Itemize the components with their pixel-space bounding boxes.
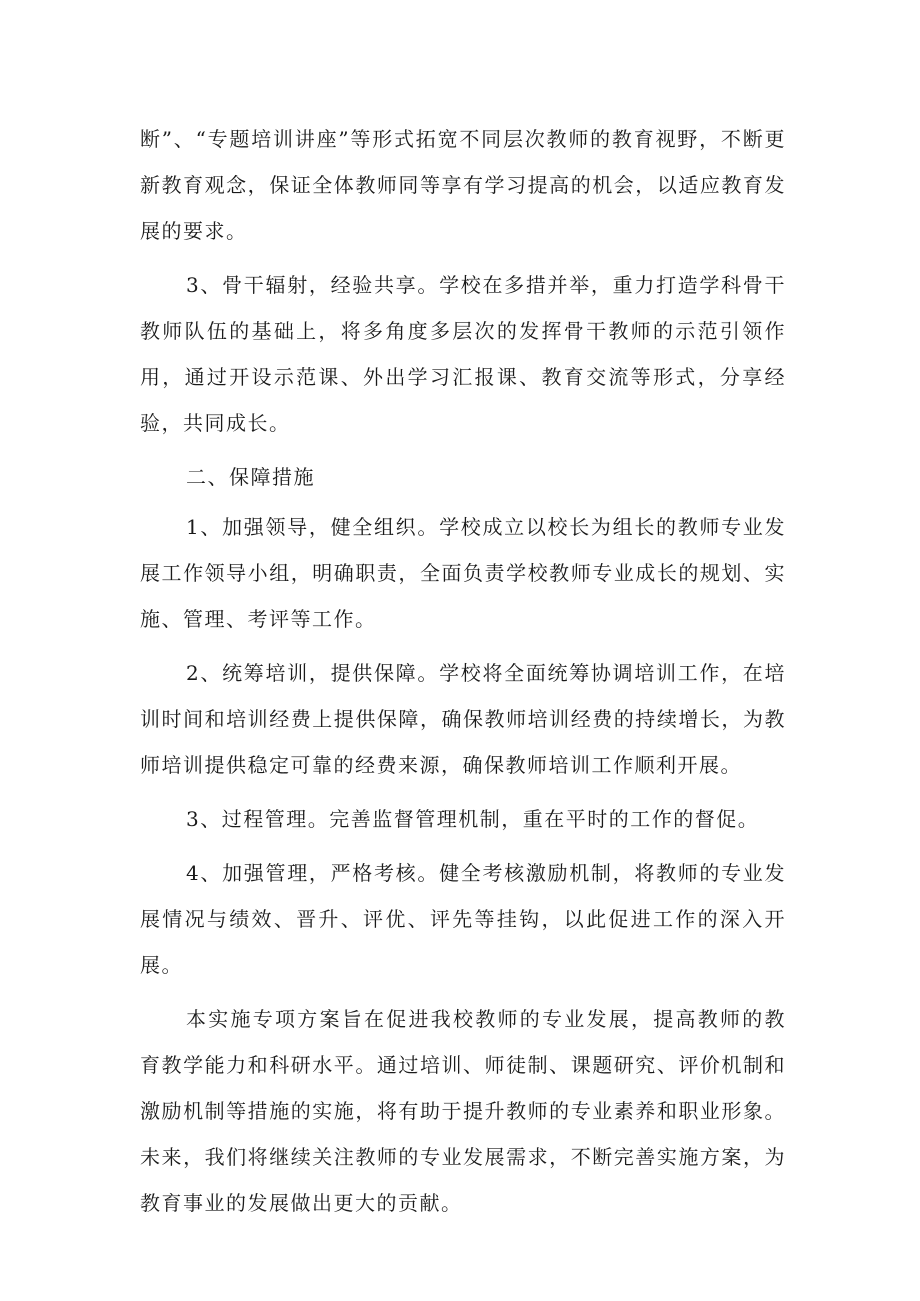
paragraph-process-management: 3、过程管理。完善监督管理机制，重在平时的工作的督促。	[186, 807, 760, 831]
section-heading-safeguards: 二、保障措施	[186, 465, 315, 489]
paragraph-backbone-radiation: 3、骨干辐射，经验共享。学校在多措并举，重力打造学科骨干教师队伍的基础上，将多角度多层次的发挥骨干教师的示范引领作用，通过开设示范课、外出学习汇报课、教育交流等形式，分享经验，共同成长。	[140, 273, 786, 435]
paragraph-assessment: 4、加强管理，严格考核。健全考核激励机制，将教师的专业发展情况与绩效、晋升、评优、评先等挂钩，以此促进工作的深入开展。	[140, 861, 786, 977]
paragraph-conclusion: 本实施专项方案旨在促进我校教师的专业发展，提高教师的教育教学能力和科研水平。通过培训、师徒制、课题研究、评价机制和激励机制等措施的实施，将有助于提升教师的专业素养和职业形象。未来，我们将继续关注教师的专业发展需求，不断完善实施方案，为教育事业的发展做出更大的贡献。	[140, 1007, 786, 1215]
paragraph-training-support: 2、统筹培训，提供保障。学校将全面统筹协调培训工作，在培训时间和培训经费上提供保障，确保教师培训经费的持续增长，为教师培训提供稳定可靠的经费来源，确保教师培训工作顺利开展。	[140, 661, 786, 777]
paragraph-leadership: 1、加强领导，健全组织。学校成立以校长为组长的教师专业发展工作领导小组，明确职责，全面负责学校教师专业成长的规划、实施、管理、考评等工作。	[140, 515, 786, 631]
paragraph-continuation: 断”、“专题培训讲座”等形式拓宽不同层次教师的教育视野，不断更新教育观念，保证全体教师同等享有学习提高的机会，以适应教育发展的要求。	[140, 127, 786, 243]
document-page	[140, 116, 786, 1234]
